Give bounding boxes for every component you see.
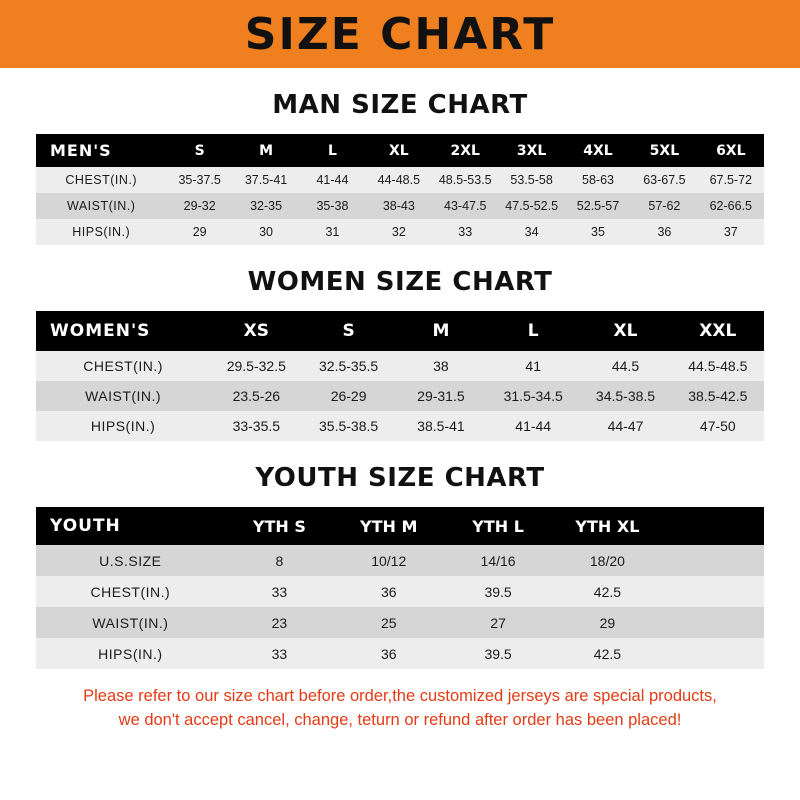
cell: 37 <box>698 219 764 245</box>
youth-col-header: YTH XL <box>553 507 662 545</box>
cell: 29 <box>553 607 662 638</box>
men-col-header: XL <box>366 134 432 167</box>
cell: 62-66.5 <box>698 193 764 219</box>
cell: 14/16 <box>443 545 552 576</box>
cell-spacer <box>662 545 764 576</box>
chart-content <box>0 90 800 733</box>
cell: 29-32 <box>166 193 232 219</box>
cell: 32-35 <box>233 193 299 219</box>
cell: 33 <box>225 638 334 669</box>
cell: 42.5 <box>553 638 662 669</box>
cell: 34 <box>498 219 564 245</box>
men-label-header: MEN'S <box>36 134 166 167</box>
cell: 18/20 <box>553 545 662 576</box>
cell: 67.5-72 <box>698 167 764 193</box>
cell: 41-44 <box>487 411 579 441</box>
cell: 31.5-34.5 <box>487 381 579 411</box>
cell: 25 <box>334 607 443 638</box>
footer-note-line-2: we don't accept cancel, change, teturn or refund after order has been placed! <box>118 710 682 729</box>
cell: 43-47.5 <box>432 193 498 219</box>
youth-col-header-spacer <box>662 507 764 545</box>
row-label: U.S.SIZE <box>36 545 225 576</box>
cell: 35-37.5 <box>166 167 232 193</box>
page-banner <box>0 0 800 68</box>
cell: 33 <box>432 219 498 245</box>
table-header-row <box>36 507 764 545</box>
women-col-header: XS <box>210 311 302 351</box>
table-row <box>36 411 764 441</box>
men-col-header: 4XL <box>565 134 631 167</box>
cell: 30 <box>233 219 299 245</box>
cell: 32.5-35.5 <box>302 351 394 381</box>
row-label: HIPS(IN.) <box>36 219 166 245</box>
cell: 58-63 <box>565 167 631 193</box>
cell: 44.5-48.5 <box>672 351 764 381</box>
cell: 44-47 <box>579 411 671 441</box>
cell: 31 <box>299 219 365 245</box>
cell: 39.5 <box>443 576 552 607</box>
cell: 57-62 <box>631 193 697 219</box>
cell: 38 <box>395 351 487 381</box>
cell: 48.5-53.5 <box>432 167 498 193</box>
women-col-header: S <box>302 311 394 351</box>
men-col-header: 2XL <box>432 134 498 167</box>
cell: 32 <box>366 219 432 245</box>
cell: 29.5-32.5 <box>210 351 302 381</box>
row-label: HIPS(IN.) <box>36 411 210 441</box>
cell: 27 <box>443 607 552 638</box>
table-row <box>36 219 764 245</box>
women-col-header: M <box>395 311 487 351</box>
table-row <box>36 638 764 669</box>
men-section-title: MAN SIZE CHART <box>272 90 528 120</box>
men-col-header: L <box>299 134 365 167</box>
row-label: WAIST(IN.) <box>36 193 166 219</box>
men-col-header: M <box>233 134 299 167</box>
table-header-row <box>36 134 764 167</box>
cell: 38.5-41 <box>395 411 487 441</box>
cell: 44.5 <box>579 351 671 381</box>
cell: 63-67.5 <box>631 167 697 193</box>
cell: 44-48.5 <box>366 167 432 193</box>
table-header-row <box>36 311 764 351</box>
cell: 53.5-58 <box>498 167 564 193</box>
women-label-header: WOMEN'S <box>36 311 210 351</box>
table-row <box>36 607 764 638</box>
cell: 38.5-42.5 <box>672 381 764 411</box>
cell: 41 <box>487 351 579 381</box>
row-label: CHEST(IN.) <box>36 351 210 381</box>
cell: 38-43 <box>366 193 432 219</box>
cell-spacer <box>662 607 764 638</box>
men-col-header: 6XL <box>698 134 764 167</box>
women-size-table <box>36 311 764 441</box>
women-col-header: XXL <box>672 311 764 351</box>
cell: 47.5-52.5 <box>498 193 564 219</box>
cell: 10/12 <box>334 545 443 576</box>
women-col-header: XL <box>579 311 671 351</box>
table-row <box>36 545 764 576</box>
men-col-header: S <box>166 134 232 167</box>
cell: 29-31.5 <box>395 381 487 411</box>
cell: 39.5 <box>443 638 552 669</box>
cell: 33-35.5 <box>210 411 302 441</box>
cell: 47-50 <box>672 411 764 441</box>
cell: 52.5-57 <box>565 193 631 219</box>
table-row <box>36 193 764 219</box>
row-label: HIPS(IN.) <box>36 638 225 669</box>
footer-note-line-1: Please refer to our size chart before order,the customized jerseys are special products, <box>83 687 717 705</box>
table-row <box>36 381 764 411</box>
cell: 33 <box>225 576 334 607</box>
table-row <box>36 167 764 193</box>
cell: 37.5-41 <box>233 167 299 193</box>
cell: 36 <box>631 219 697 245</box>
cell: 42.5 <box>553 576 662 607</box>
cell: 23 <box>225 607 334 638</box>
youth-col-header: YTH M <box>334 507 443 545</box>
youth-col-header: YTH L <box>443 507 552 545</box>
cell: 26-29 <box>302 381 394 411</box>
cell: 23.5-26 <box>210 381 302 411</box>
men-col-header: 3XL <box>498 134 564 167</box>
table-row <box>36 576 764 607</box>
men-size-table <box>36 134 764 245</box>
page-title: SIZE CHART <box>244 8 556 60</box>
cell: 8 <box>225 545 334 576</box>
row-label: WAIST(IN.) <box>36 381 210 411</box>
cell: 35-38 <box>299 193 365 219</box>
cell: 35.5-38.5 <box>302 411 394 441</box>
cell: 34.5-38.5 <box>579 381 671 411</box>
cell: 29 <box>166 219 232 245</box>
youth-label-header: YOUTH <box>36 507 225 545</box>
row-label: CHEST(IN.) <box>36 576 225 607</box>
row-label: WAIST(IN.) <box>36 607 225 638</box>
youth-section-title: YOUTH SIZE CHART <box>255 463 545 493</box>
cell-spacer <box>662 576 764 607</box>
row-label: CHEST(IN.) <box>36 167 166 193</box>
cell-spacer <box>662 638 764 669</box>
youth-col-header: YTH S <box>225 507 334 545</box>
cell: 35 <box>565 219 631 245</box>
footer-note <box>36 685 764 733</box>
cell: 36 <box>334 576 443 607</box>
women-section-title: WOMEN SIZE CHART <box>247 267 553 297</box>
women-col-header: L <box>487 311 579 351</box>
men-col-header: 5XL <box>631 134 697 167</box>
table-row <box>36 351 764 381</box>
youth-size-table <box>36 507 764 669</box>
cell: 36 <box>334 638 443 669</box>
cell: 41-44 <box>299 167 365 193</box>
